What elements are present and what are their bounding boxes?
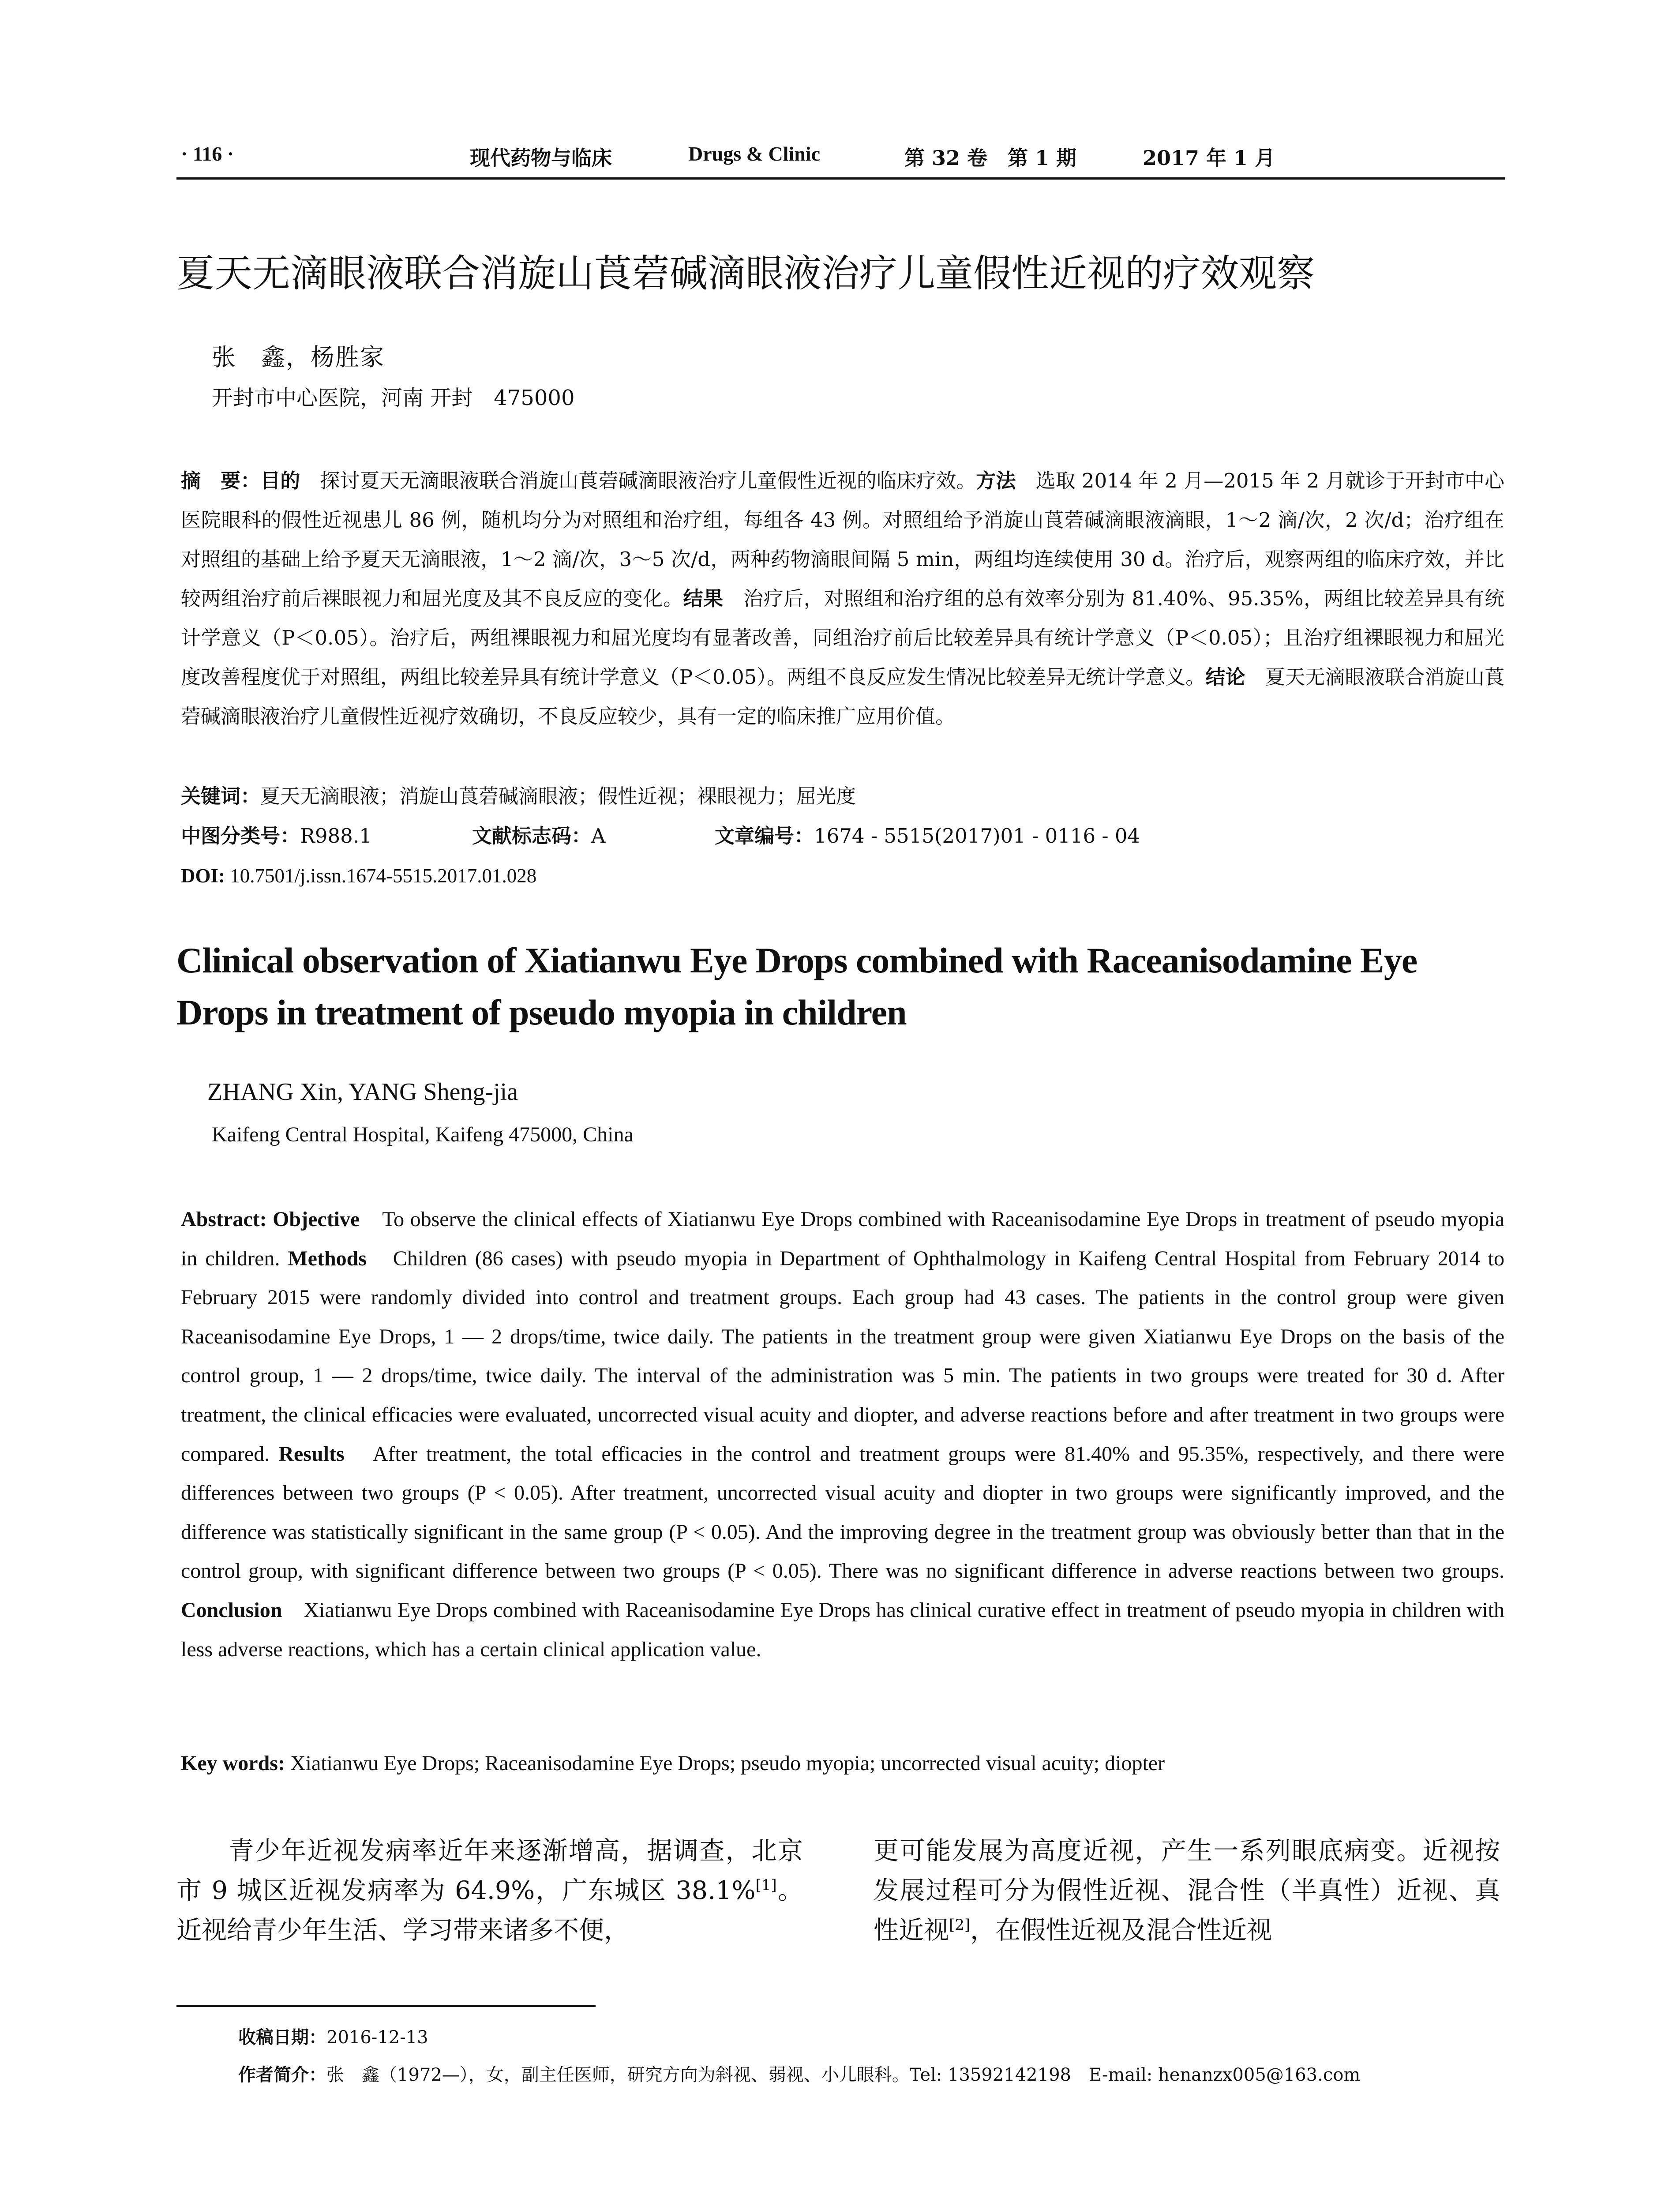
- keywords-label-en: Key words:: [181, 1752, 285, 1775]
- doi-line: [181, 860, 536, 891]
- results-text-en: After treatment, the total efficacies in the control and treatment groups were 81.40% and 95.35%, respectively, and there were differences between two groups (P < 0.05). After treatment, uncorrected visual acuity and diopter in two groups were significantly improved, and the difference was statistically significant in the same group (P < 0.05). And the improving degree in the treatment group was obviously better than that in the control group, with significant difference between two groups (P < 0.05). There was no significant difference in adverse reactions between two groups.: [181, 1442, 1505, 1583]
- body-left-text-2: 。近视给青少年生活、学习带来诸多不便，: [176, 1876, 803, 1945]
- class-value: R988.1: [300, 824, 372, 848]
- body-column-right: [874, 1831, 1500, 1950]
- keywords-en: [181, 1748, 1504, 1779]
- received-date: [238, 2025, 428, 2050]
- conclusion-text-cn: 夏天无滴眼液联合消旋山莨菪碱滴眼液治疗儿童假性近视疗效确切，不良反应较少，具有一定的临床推广应用价值。: [181, 665, 1504, 728]
- conclusion-label-cn: 结论: [1205, 665, 1245, 689]
- doc-code-value: A: [591, 824, 606, 848]
- affiliation-cn: 开封市中心医院，河南 开封 475000: [212, 386, 575, 410]
- reference-1[interactable]: [1]: [755, 1876, 777, 1894]
- received-value: 2016-12-13: [326, 2027, 428, 2048]
- keywords-value-cn: 夏天无滴眼液；消旋山莨菪碱滴眼液；假性近视；裸眼视力；屈光度: [260, 784, 856, 808]
- keywords-value-en: Xiatianwu Eye Drops; Raceanisodamine Eye Drops; pseudo myopia; uncorrected visual acuity; diopter: [285, 1752, 1165, 1775]
- keywords-cn: [181, 781, 856, 812]
- doi-label: DOI:: [181, 865, 225, 887]
- conclusion-label-en: Conclusion: [181, 1598, 282, 1622]
- reference-2[interactable]: [2]: [949, 1916, 971, 1934]
- journal-title-en: Drugs & Clinic: [688, 143, 820, 165]
- results-text-cn: 治疗后，对照组和治疗组的总有效率分别为 81.40%、95.35%，两组比较差异具有统计学意义（P＜0.05）。治疗后，两组裸眼视力和屈光度均有显著改善，同组治疗前后比较差异具有统计学意义（P＜0.05）；且治疗组裸眼视力和屈光度改善程度优于对照组，两组比较差异具有统计学意义（P＜0.05）。两组不良反应发生情况比较差异无统计学意义。: [181, 587, 1504, 689]
- volume-issue: 第 32 卷 第 1 期: [904, 146, 1077, 170]
- methods-label-cn: 方法: [976, 469, 1016, 492]
- abstract-label-en: Abstract:: [181, 1208, 267, 1231]
- objective-text-cn: 探讨夏天无滴眼液联合消旋山莨菪碱滴眼液治疗儿童假性近视的临床疗效。: [300, 469, 976, 492]
- affiliation-en: Kaifeng Central Hospital, Kaifeng 475000, China: [212, 1123, 634, 1146]
- abstract-en: [181, 1200, 1504, 1669]
- results-label-cn: 结果: [683, 587, 724, 610]
- body-right-text-2: ，在假性近视及混合性近视: [970, 1916, 1272, 1945]
- author-bio-value: 张 鑫（1972—），女，副主任医师，研究方向为斜视、弱视、小儿眼科。Tel: 13592142198 E-mail: henanzx005@163.com: [326, 2065, 1361, 2085]
- article-title-en: Clinical observation of Xiatianwu Eye Drops combined with Raceanisodamine Eye Drops in treatment of pseudo myopia in children: [176, 940, 1418, 1032]
- journal-title-cn: 现代药物与临床: [470, 146, 612, 170]
- article-number: [715, 821, 1140, 852]
- article-no-label: 文章编号：: [715, 824, 814, 848]
- page-number: · 116 ·: [181, 143, 234, 165]
- methods-label-en: Methods: [288, 1246, 367, 1270]
- results-label-en: Results: [278, 1442, 345, 1466]
- article-no-value: 1674 - 5515(2017)01 - 0116 - 04: [814, 824, 1140, 848]
- author-bio-label: 作者简介：: [238, 2065, 326, 2085]
- authors-cn: 张 鑫，杨胜家: [212, 343, 385, 371]
- received-label: 收稿日期：: [238, 2027, 326, 2048]
- article-title-cn: 夏天无滴眼液联合消旋山莨菪碱滴眼液治疗儿童假性近视的疗效观察: [176, 251, 1315, 296]
- running-header: [181, 142, 1504, 177]
- author-bio: [238, 2063, 1360, 2087]
- body-column-left: [176, 1831, 803, 1950]
- abstract-label-cn: 摘 要：: [181, 469, 261, 492]
- objective-text-en: To observe the clinical effects of Xiatianwu Eye Drops combined with Raceanisodamine Eye Drops in treatment of pseudo myopia in children.: [181, 1208, 1504, 1270]
- methods-text-en: Children (86 cases) with pseudo myopia in Department of Ophthalmology in Kaifeng Central Hospital from February 2014 to February 2015 were randomly divided into control and treatment groups. Each group had 43 cases. The patients in the control group were given Raceanisodamine Eye Drops, 1 — 2 drops/time, twice daily. The patients in the treatment group were given Xiatianwu Eye Drops on the basis of the control group, 1 — 2 drops/time, twice daily. The interval of the administration was 5 min. The patients in two groups were treated for 30 d. After treatment, the clinical efficacies were evaluated, uncorrected visual acuity and diopter, and adverse reactions before and after treatment in two groups were compared.: [181, 1246, 1504, 1466]
- header-rule: [176, 177, 1505, 180]
- conclusion-text-en: Xiatianwu Eye Drops combined with Raceanisodamine Eye Drops has clinical curative effect in treatment of pseudo myopia in children with less adverse reactions, which has a certain clinical application value.: [181, 1598, 1504, 1661]
- doi-value: 10.7501/j.issn.1674-5515.2017.01.028: [225, 865, 537, 887]
- doc-code-label: 文献标志码：: [472, 824, 592, 848]
- keywords-label-cn: 关键词：: [181, 784, 261, 808]
- class-number: [181, 821, 372, 852]
- objective-label-cn: 目的: [260, 469, 300, 492]
- class-label: 中图分类号：: [181, 824, 300, 848]
- methods-text-cn: 选取 2014 年 2 月—2015 年 2 月就诊于开封市中心医院眼科的假性近视患儿 86 例，随机均分为对照组和治疗组，每组各 43 例。对照组给予消旋山莨菪碱滴眼液滴眼，1～2 滴/次，2 次/d；治疗组在对照组的基础上给予夏天无滴眼液，1～2 滴/次，3～5 次/d，两种药物滴眼间隔 5 min，两组均连续使用 30 d。治疗后，观察两组的临床疗效，并比较两组治疗前后裸眼视力和屈光度及其不良反应的变化。: [181, 469, 1504, 610]
- authors-en: ZHANG Xin, YANG Sheng-jia: [207, 1078, 518, 1106]
- abstract-cn: [181, 461, 1504, 736]
- doc-code: [472, 821, 606, 852]
- issue-date: 2017 年 1 月: [1143, 146, 1275, 170]
- body-left-text: 青少年近视发病率近年来逐渐增高，据调查，北京市 9 城区近视发病率为 64.9%，广东城区 38.1%: [176, 1836, 803, 1905]
- footnote-rule: [176, 2005, 596, 2007]
- body-right-text: 更可能发展为高度近视，产生一系列眼底病变。近视按发展过程可分为假性近视、混合性（半真性）近视、真性近视: [874, 1836, 1500, 1945]
- objective-label-en: Objective: [273, 1208, 360, 1231]
